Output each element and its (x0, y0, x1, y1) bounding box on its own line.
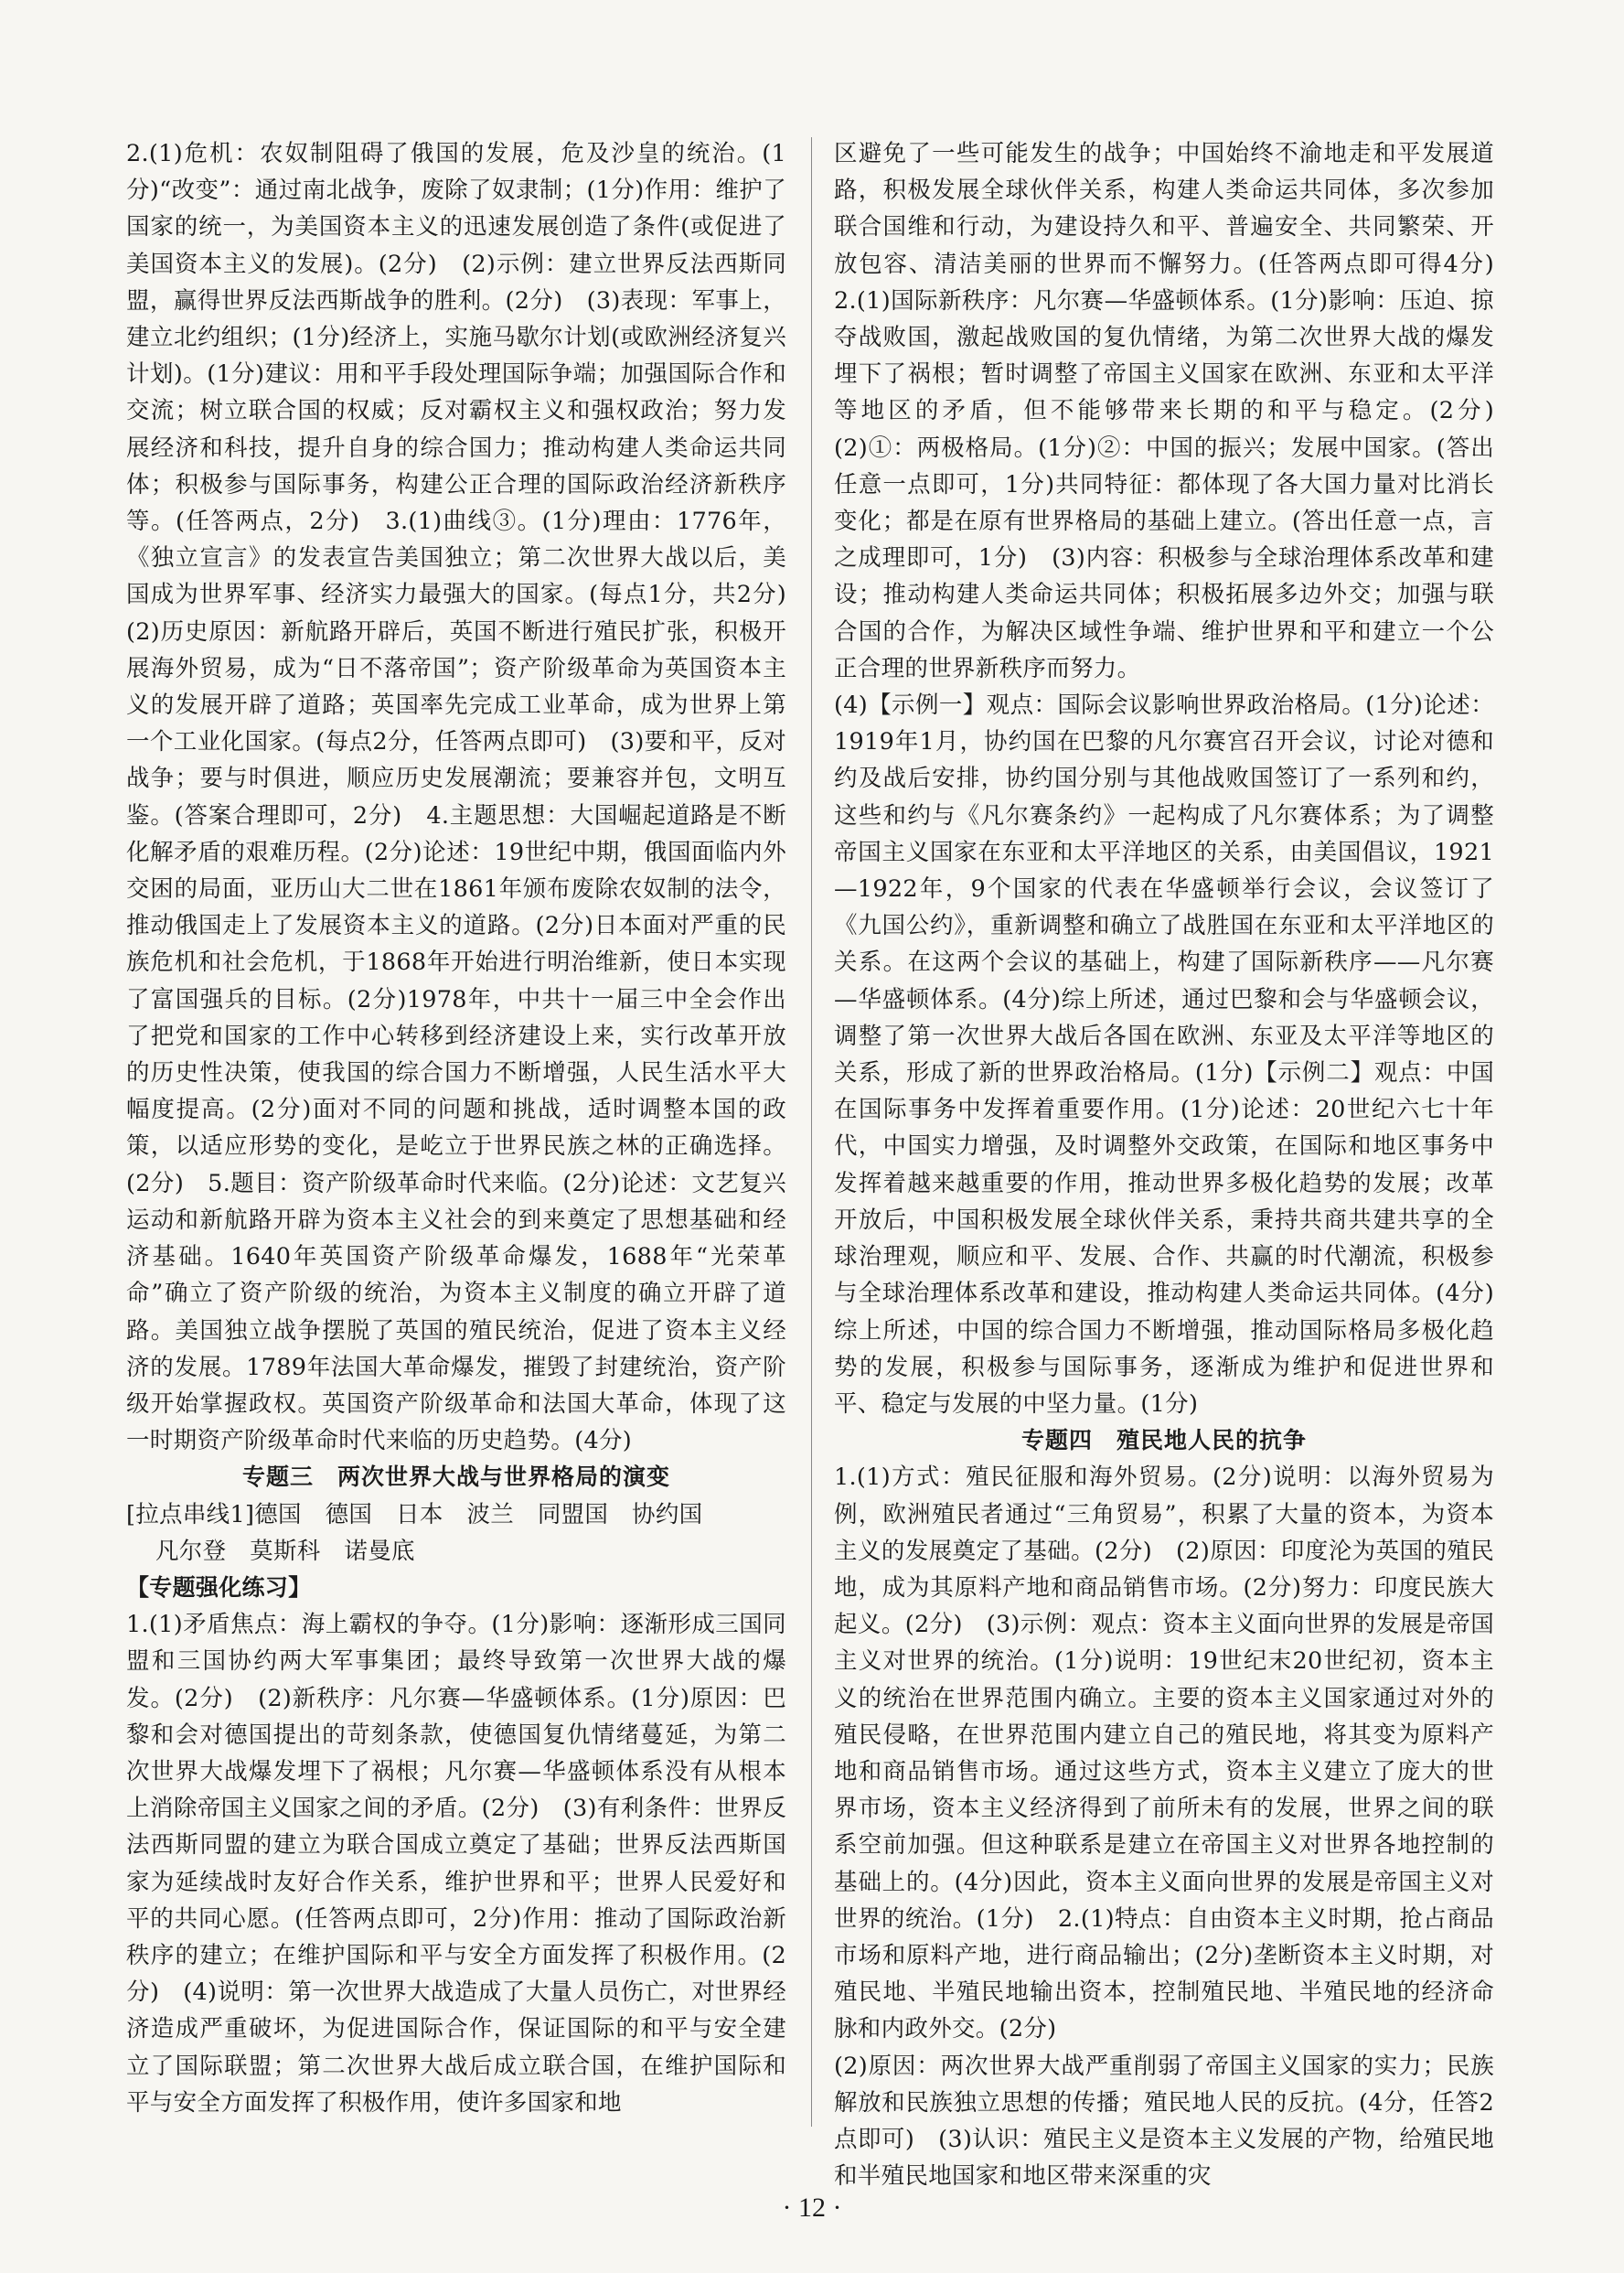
pull-line-label: [拉点串线1] (126, 1500, 255, 1528)
right-column (834, 135, 1518, 2194)
section-four-title: 专题四 殖民地人民的抗争 (1020, 1427, 1307, 1454)
section-three-title: 专题三 两次世界大战与世界格局的演变 (241, 1464, 670, 1491)
question-4-answer: (4)【示例一】观点：国际会议影响世界政治格局。(1分)论述：1919年1月，协约国在巴黎的凡尔赛宫召开会议，讨论对德和约及战后安排，协约国分别与其他战败国签订了一系列和约，这些和约与《凡尔赛条约》一起构成了凡尔赛体系；为了调整帝国主义国家在东亚和太平洋地区的关系，由美国倡议，1921—1922年，9个国家的代表在华盛顿举行会议，会议签订了《九国公约》，重新调整和确立了战胜国在东亚和太平洋地区的关系。在这两个会议的基础上，构建了国际新秩序——凡尔赛—华盛顿体系。(4分)综上所述，通过巴黎和会与华盛顿会议，调整了第一次世界大战后各国在欧洲、东亚及太平洋等地区的关系，形成了新的世界政治格局。(1分)【示例二】观点：中国在国际事务中发挥着重要作用。(1分)论述：20世纪六七十年代，中国实力增强，及时调整外交政策，在国际和地区事务中发挥着越来越重要的作用，推动世界多极化趋势的发展；改革开放后，中国积极发展全球伙伴关系，秉持共商共建共享的全球治理观，顺应和平、发展、合作、共赢的时代潮流，积极参与全球治理体系改革和建设，推动构建人类命运共同体。(4分)综上所述，中国的综合国力不断增强，推动国际格局多极化趋势的发展，积极参与国际事务，逐渐成为维护和促进世界和平、稳定与发展的中坚力量。(1分) (834, 692, 1494, 1418)
section-four-answers-continued: (2)原因：两次世界大战严重削弱了帝国主义国家的实力；民族解放和民族独立思想的传播；殖民地人民的反抗。(4分，任答2点即可) (3)认识：殖民主义是资本主义发展的产物，给殖民地和半殖民地国家和地区带来深重的灾 (834, 2052, 1494, 2191)
section-three-answers: 1.(1)矛盾焦点：海上霸权的争夺。(1分)影响：逐渐形成三国同盟和三国协约两大军事集团；最终导致第一次世界大战的爆发。(2分) (2)新秩序：凡尔赛—华盛顿体系。(1分)原因：巴黎和会对德国提出的苛刻条款，使德国复仇情绪蔓延，为第二次世界大战爆发埋下了祸根；凡尔赛—华盛顿体系没有从根本上消除帝国主义国家之间的矛盾。(2分) (3)有利条件：世界反法西斯同盟的建立为联合国成立奠定了基础；世界反法西斯国家为延续战时友好合作关系，维护世界和平；世界人民爱好和平的共同心愿。(任答两点即可，2分)作用：推动了国际政治新秩序的建立；在维护国际和平与安全方面发挥了积极作用。(2分) (4)说明：第一次世界大战造成了大量人员伤亡，对世界经济造成严重破坏，为促进国际合作，保证国际的和平与安全建立了国际联盟；第二次世界大战后成立联合国，在维护国际和平与安全方面发挥了积极作用，使许多国家和地 (126, 1611, 786, 2117)
pull-line-items: 德国 德国 日本 波兰 同盟国 协约国 (254, 1500, 703, 1528)
continued-answers: 区避免了一些可能发生的战争；中国始终不渝地走和平发展道路，积极发展全球伙伴关系，构建人类命运共同体，多次参加联合国维和行动，为建设持久和平、普遍安全、共同繁荣、开放包容、清洁美丽的世界而不懈努力。(任答两点即可得4分) 2.(1)国际新秩序：凡尔赛—华盛顿体系。(1分)影响：压迫、掠夺战败国，激起战败国的复仇情绪，为第二次世界大战的爆发埋下了祸根；暂时调整了帝国主义国家在欧洲、东亚和太平洋等地区的矛盾，但不能够带来长期的和平与稳定。(2分) (2)①：两极格局。(1分)②：中国的振兴；发展中国家。(答出任意一点即可，1分)共同特征：都体现了各大国力量对比消长变化；都是在原有世界格局的基础上建立。(答出任意一点，言之成理即可，1分) (3)内容：积极参与全球治理体系改革和建设；推动构建人类命运共同体；积极拓展多边外交；加强与联合国的合作，为解决区域性争端、维护世界和平和建立一个公正合理的世界新秩序而努力。 (834, 140, 1518, 682)
section-four-answers: 1.(1)方式：殖民征服和海外贸易。(2分)说明：以海外贸易为例，欧洲殖民者通过“三角贸易”，积累了大量的资本，为资本主义的发展奠定了基础。(2分) (2)原因：印度沦为英国的殖民地，成为其原料产地和商品销售市场。(2分)努力：印度民族大起义。(2分) (3)示例：观点：资本主义面向世界的发展是帝国主义对世界的统治。(1分)说明：19世纪末20世纪初，资本主义的统治在世界范围内确立。主要的资本主义国家通过对外的殖民侵略，在世界范围内建立自己的殖民地，将其变为原料产地和商品销售市场。通过这些方式，资本主义建立了庞大的世界市场，资本主义经济得到了前所未有的发展，世界之间的联系空前加强。但这种联系是建立在帝国主义对世界各地控制的基础上的。(4分)因此，资本主义面向世界的发展是帝国主义对世界的统治。(1分) 2.(1)特点：自由资本主义时期，抢占商品市场和原料产地，进行商品输出；(2分)垄断资本主义时期，对殖民地、半殖民地输出资本，控制殖民地、半殖民地的经济命脉和内政外交。(2分) (834, 1464, 1494, 2043)
column-divider (811, 137, 812, 2127)
pull-line-items-second-row: 凡尔登 莫斯科 诺曼底 (155, 1537, 415, 1565)
answers-q2-q5: 2.(1)危机：农奴制阻碍了俄国的发展，危及沙皇的统治。(1分)“改变”：通过南北战争，废除了奴隶制；(1分)作用：维护了国家的统一，为美国资本主义的迅速发展创造了条件(或促进了美国资本主义的发展)。(2分) (2)示例：建立世界反法西斯同盟，赢得世界反法西斯战争的胜利。(2分) (3)表现：军事上，建立北约组织；(1分)经济上，实施马歇尔计划(或欧洲经济复兴计划)。(1分)建议：用和平手段处理国际争端；加强国际合作和交流；树立联合国的权威；反对霸权主义和强权政治；努力发展经济和科技，提升自身的综合国力；推动构建人类命运共同体；积极参与国际事务，构建公正合理的国际政治经济新秩序等。(任答两点，2分) 3.(1)曲线③。(1分)理由：1776年，《独立宣言》的发表宣告美国独立；第二次世界大战以后，美国成为世界军事、经济实力最强大的国家。(每点1分，共2分) (2)历史原因：新航路开辟后，英国不断进行殖民扩张，积极开展海外贸易，成为“日不落帝国”；资产阶级革命为英国资本主义的发展开辟了道路；英国率先完成工业革命，成为世界上第一个工业化国家。(每点2分，任答两点即可) (3)要和平，反对战争；要与时俱进，顺应历史发展潮流；要兼容并包，文明互鉴。(答案合理即可，2分) 4.主题思想：大国崛起道路是不断化解矛盾的艰难历程。(2分)论述：19世纪中期，俄国面临内外交困的局面，亚历山大二世在1861年颁布废除农奴制的法令，推动俄国走上了发展资本主义的道路。(2分)日本面对严重的民族危机和社会危机，于1868年开始进行明治维新，使日本实现了富国强兵的目标。(2分)1978年，中共十一届三中全会作出了把党和国家的工作中心转移到经济建设上来，实行改革开放的历史性决策，使我国的综合国力不断增强，人民生活水平大幅度提高。(2分)面对不同的问题和挑战，适时调整本国的政策，以适应形势的变化，是屹立于世界民族之林的正确选择。(2分) 5.题目：资产阶级革命时代来临。(2分)论述：文艺复兴运动和新航路开辟为资本主义社会的到来奠定了思想基础和经济基础。1640年英国资产阶级革命爆发，1688年“光荣革命”确立了资产阶级的统治，为资本主义制度的确立开辟了道路。美国独立战争摆脱了英国的殖民统治，促进了资本主义经济的发展。1789年法国大革命爆发，摧毁了封建统治，资产阶级开始掌握政权。英国资产阶级革命和法国大革命，体现了这一时期资产阶级革命时代来临的历史趋势。(4分) (126, 140, 810, 1455)
practice-heading: 【专题强化练习】 (126, 1573, 312, 1601)
pull-line-row (126, 1496, 786, 1533)
page-number: · 12 · (782, 2193, 842, 2223)
left-column (126, 135, 810, 2121)
